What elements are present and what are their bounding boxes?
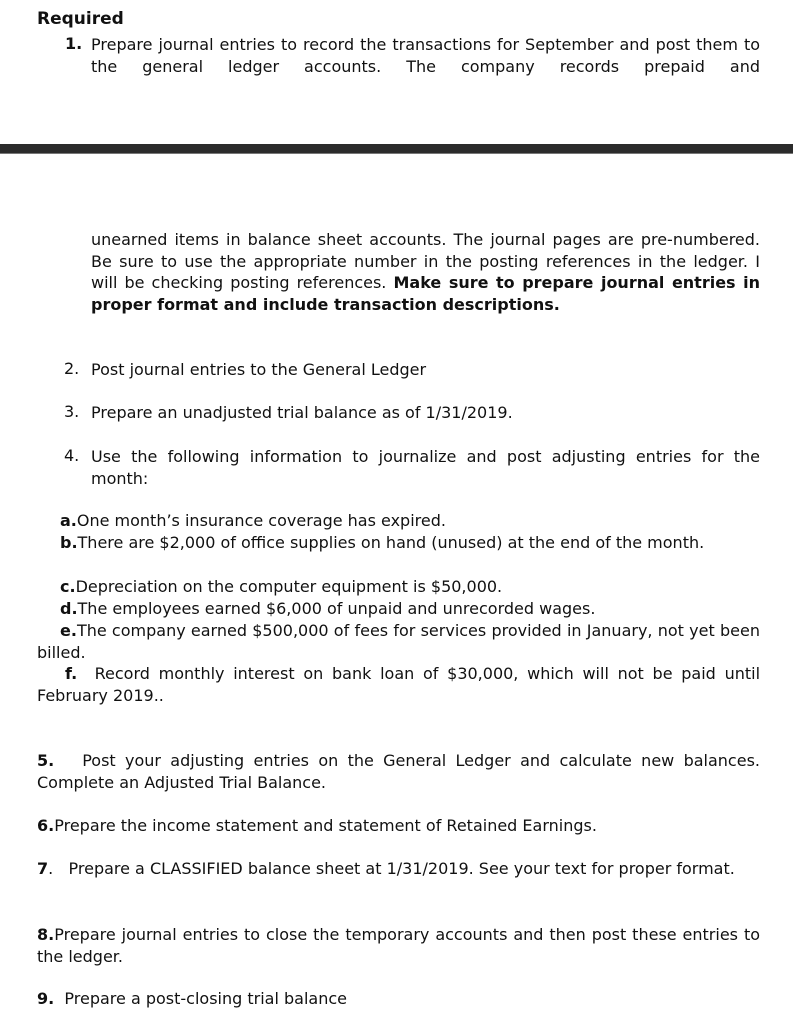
page-break-divider — [0, 144, 793, 154]
item-text: Prepare a CLASSIFIED balance sheet at 1/31/2019. See your text for proper format. — [68, 859, 735, 878]
requirement-item-1 — [65, 34, 760, 77]
requirement-item-7 — [37, 858, 760, 880]
adjustment-item-f — [37, 663, 760, 706]
subitem-text: The employees earned $6,000 of unpaid and unrecorded wages. — [77, 599, 596, 618]
item-number-period: . — [48, 859, 54, 878]
subitem-text: Record monthly interest on bank loan of $30,000, which will not be paid until February 2019.. — [37, 664, 761, 705]
subitem-text: One month’s insurance coverage has expired. — [76, 511, 446, 530]
subitem-label: d. — [60, 599, 78, 618]
item-text: Prepare journal entries to record the transactions for September and post them to the general ledger accounts. The company records prepaid and — [91, 35, 760, 76]
requirement-item-9 — [37, 988, 760, 1010]
item-number: 4. — [64, 446, 80, 465]
item-text: Use the following information to journalize and post adjusting entries for the month: — [91, 447, 760, 488]
subitem-text: The company earned $500,000 of fees for services provided in January, not yet been billed. — [37, 621, 760, 662]
subitem-label: c. — [60, 577, 76, 596]
requirement-item-3 — [64, 402, 760, 424]
item-text-continued: unearned items in balance sheet accounts. The journal pages are pre-numbered. Be sure to use the appropriate number in the posting references in the ledger. I will be checking posting references. — [91, 230, 760, 293]
item-number: 7 — [37, 859, 49, 878]
item-number: 6. — [37, 816, 55, 835]
item-emphasis: Make sure to prepare journal entries in proper format and include transaction descriptions. — [91, 273, 761, 314]
item-number: 8. — [37, 925, 55, 944]
adjustment-item-e — [37, 620, 760, 663]
subitem-label: f. — [65, 664, 78, 683]
item-text: Post your adjusting entries on the General Ledger and calculate new balances. Complete an Adjusted Trial Balance. — [37, 751, 760, 792]
item-text: Post journal entries to the General Ledger — [91, 360, 427, 379]
requirement-item-5 — [37, 750, 760, 793]
requirement-item-2 — [64, 359, 760, 381]
required-heading: Required — [37, 9, 124, 29]
requirement-item-4 — [64, 446, 760, 489]
item-number: 2. — [64, 359, 80, 378]
adjustment-item-d — [37, 598, 760, 620]
item-number: 3. — [64, 402, 80, 421]
item-number: 9. — [37, 989, 55, 1008]
requirement-item-6 — [37, 815, 760, 837]
subitem-label: b. — [60, 533, 78, 552]
item-text: Prepare journal entries to close the temporary accounts and then post these entries to the ledger. — [37, 925, 760, 966]
requirement-item-1-continued — [91, 229, 760, 315]
item-text: Prepare the income statement and statement of Retained Earnings. — [54, 816, 597, 835]
item-number: 5. — [37, 751, 55, 770]
subitem-label: e. — [60, 621, 77, 640]
item-text: Prepare an unadjusted trial balance as of 1/31/2019. — [91, 403, 513, 422]
adjustment-item-b — [37, 532, 760, 554]
adjustment-item-c — [37, 576, 760, 598]
subitem-text: There are $2,000 of office supplies on hand (unused) at the end of the month. — [77, 533, 705, 552]
item-text: Prepare a post-closing trial balance — [64, 989, 347, 1008]
adjustment-item-a — [37, 510, 760, 532]
subitem-label: a. — [60, 511, 77, 530]
item-number: 1. — [65, 34, 83, 53]
requirement-item-8 — [37, 924, 760, 967]
subitem-text: Depreciation on the computer equipment is $50,000. — [75, 577, 503, 596]
